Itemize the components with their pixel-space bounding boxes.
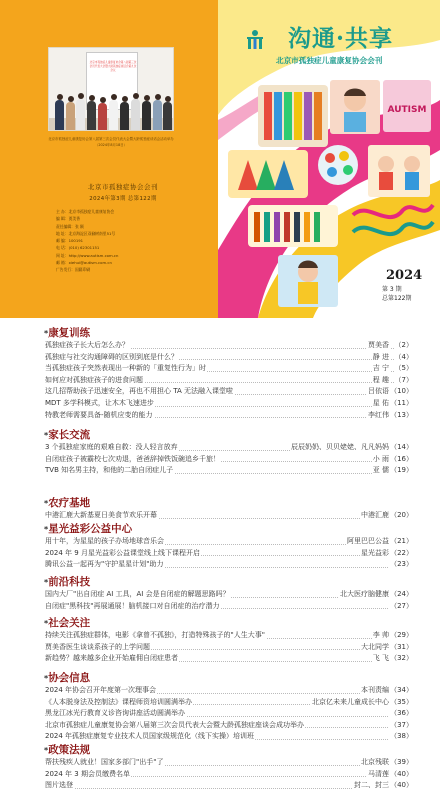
toc-entry-page: （24） <box>389 589 414 601</box>
star-icon: * <box>44 578 49 587</box>
toc-entry-author: 中港汇鹿 <box>360 510 390 522</box>
toc-entry-page: （36） <box>389 708 414 720</box>
photo-person <box>153 100 162 130</box>
photo-caption: 北京市孤独症儿童康复协会第八届第三次会员代表大会暨大龄孤独症谈话会活动举办（2024年8月18日） <box>48 137 174 147</box>
toc-entry-page: （5） <box>394 363 414 375</box>
toc-entry[interactable] <box>44 731 414 743</box>
toc-entry[interactable] <box>44 653 414 665</box>
collage-paint <box>318 145 358 185</box>
toc-section-title: 社会关注 <box>48 617 91 629</box>
toc-entry[interactable] <box>44 720 414 732</box>
toc-section-heading <box>44 428 414 442</box>
toc-entry-author: 马清莲 <box>367 769 390 781</box>
toc-entry[interactable] <box>44 363 414 375</box>
toc-entry[interactable] <box>44 697 414 709</box>
toc-entry-page: （38） <box>389 731 414 743</box>
toc-entry-author: 李红伟 <box>367 410 390 422</box>
toc-entry-page: （19） <box>389 465 414 477</box>
toc-entry[interactable] <box>44 589 414 601</box>
toc-section-heading <box>44 671 414 685</box>
toc-entry[interactable] <box>44 630 414 642</box>
toc-entry[interactable] <box>44 601 414 613</box>
toc-entry[interactable] <box>44 442 414 454</box>
toc-entry-title: MDT 多学科模式，让木木飞速进步 <box>44 398 155 410</box>
cover-spread <box>0 0 440 318</box>
issue-year: 2024 <box>386 268 423 283</box>
collage-autism-sign <box>383 80 431 132</box>
colophon-row: 网 址：http://www.autism.com.cn <box>56 252 119 258</box>
photo-person <box>109 100 118 130</box>
toc-entry-page: （7） <box>394 375 414 387</box>
toc-entry-page: （39） <box>389 757 414 769</box>
colophon-row: 邮 箱：xiehui@autism.com.cn <box>56 260 112 266</box>
toc-entry-page: （34） <box>389 685 414 697</box>
toc-entry-title: 2024 年协会召开年度第一次理事会 <box>44 685 157 697</box>
front-cover <box>218 0 440 318</box>
toc-section-title: 农疗基地 <box>48 497 91 509</box>
toc-entry-page: （11） <box>389 398 414 410</box>
svg-text:AUTISM: AUTISM <box>387 105 427 115</box>
toc-entry-title: 北京市孤独症儿童康复协会第八届第三次会员代表大会暨大龄孤独症座谈会成功举办 <box>44 720 305 732</box>
toc-entry[interactable] <box>44 398 414 410</box>
magazine-title: 沟通·共享 <box>288 25 394 52</box>
toc-section-heading <box>44 522 414 536</box>
photo-banner-text: 北京市孤独症儿童康复协会第八届第三次会员代表大会暨大龄孤独症谈话会第九次会议 <box>89 61 137 72</box>
star-icon: * <box>44 674 49 683</box>
photo-person <box>131 99 140 130</box>
toc-entry[interactable] <box>44 510 414 522</box>
event-photo <box>48 47 174 131</box>
toc-section-title: 家长交流 <box>48 429 91 441</box>
toc-entry-title: 帮扶残疾人就业！国家多部门"出手"了 <box>44 757 164 769</box>
toc-entry-page: （40） <box>389 769 414 781</box>
toc-entry-page: （27） <box>389 601 414 613</box>
back-cover <box>0 0 218 318</box>
star-icon: * <box>44 619 49 628</box>
toc-entry-title: TVB 知名男主持，和他的二胎自闭症儿子 <box>44 465 174 477</box>
toc-entry-title: 当孤独症孩子突然表现出一种新的「重复性行为」时 <box>44 363 207 375</box>
toc-entry[interactable] <box>44 465 414 477</box>
toc-entry-title: 2024 年 3 期会员缴费名单 <box>44 769 131 781</box>
photo-person-head <box>57 94 63 100</box>
toc-entry-author: 本刊责编 <box>360 685 390 697</box>
colophon-title: 北京市孤独症协会会刊 <box>88 183 158 191</box>
toc-section <box>44 671 414 743</box>
collage-child-bottom <box>278 255 338 307</box>
colophon-row: 编 辑：贾美香 <box>56 216 80 222</box>
toc-entry-title: 《人本脱身法及控制法》课程师资培训圆满举办 <box>44 697 193 709</box>
toc-entry-title: 特教老师需要具备-随机应变的能力 <box>44 410 154 422</box>
toc-entry-author: 北大医疗脑健康 <box>339 589 390 601</box>
toc-entry-page: （16） <box>389 454 414 466</box>
collage-pencils <box>248 205 338 247</box>
toc-entry-author: 亚 儒 <box>372 465 390 477</box>
photo-person <box>98 103 107 130</box>
toc-section <box>44 575 414 612</box>
toc-entry[interactable] <box>44 410 414 422</box>
toc-entry-title: 国内大厂"出自闭症 AI 工具，AI 会是自闭症的解题思路吗？ <box>44 589 231 601</box>
toc-section-title: 康复训练 <box>48 327 91 339</box>
photo-person <box>87 101 96 130</box>
colophon-issue: 2024年第3期 总第122期 <box>89 196 157 202</box>
toc-entry-page: （32） <box>389 653 414 665</box>
colophon-row: 主 办：北京市孤独症儿童康复协会 <box>56 209 115 214</box>
toc-entry[interactable] <box>44 685 414 697</box>
collage-crayons <box>228 150 308 198</box>
toc-entry-title: 新趋势？越来越多企业开始雇佣自闭症患者 <box>44 653 179 665</box>
issue-total-number: 总第122期 <box>382 295 412 302</box>
toc-entry-title: 用十年，为星星的孩子办场地球音乐会 <box>44 536 165 548</box>
toc-entry[interactable] <box>44 340 414 352</box>
toc-entry-page: （37） <box>389 720 414 732</box>
colophon-row: 广告发行：国籍印刷 <box>56 267 91 273</box>
toc-section-title: 协会信息 <box>48 672 91 684</box>
photo-person-head <box>165 96 171 102</box>
toc-entry-title: 3 个孤独症家庭的艰难自救：没人轻言放弃 <box>44 442 179 454</box>
toc-entry-title: 孤独症孩子长大后怎么办？ <box>44 340 130 352</box>
toc-entry-author: 飞 飞 <box>372 653 390 665</box>
toc-entry-page: （35） <box>389 697 414 709</box>
toc-section <box>44 616 414 665</box>
toc-section <box>44 743 414 792</box>
toc-entry-title: 黑龙江冰光行教育义诊咨询讲座活动圆满举办 <box>44 708 186 720</box>
toc-entry-page: （31） <box>389 642 414 654</box>
issue-number: 第 3 期 <box>382 286 402 293</box>
photo-person-head <box>155 94 161 100</box>
toc-entry-author: 静 进 <box>372 352 390 364</box>
toc-entry-page: （21） <box>389 536 414 548</box>
photo-person <box>142 101 151 130</box>
toc-entry-page: （14） <box>389 442 414 454</box>
toc-entry-title: 孤独症与社交沟通障碍的区别到底是什么？ <box>44 352 179 364</box>
colophon-row: 责任编辑：张 颖 <box>56 223 84 229</box>
toc-section-heading <box>44 743 414 757</box>
table-of-contents <box>0 318 440 800</box>
toc-entry-author: 李 帅 <box>372 630 390 642</box>
toc-entry[interactable] <box>44 780 414 792</box>
collage-child-photo <box>330 80 380 134</box>
colophon-row: 地 址：北京海淀区双榆树南里51号 <box>56 230 116 236</box>
toc-entry[interactable] <box>44 559 414 571</box>
photo-person <box>66 102 75 130</box>
toc-entry[interactable] <box>44 757 414 769</box>
colophon <box>48 182 198 274</box>
toc-entry-author: 北京亿未来儿童成长中心 <box>311 697 390 709</box>
star-icon: * <box>44 746 49 755</box>
photo-person-head <box>68 96 74 102</box>
toc-section-heading <box>44 326 414 340</box>
toc-section-heading <box>44 616 414 630</box>
toc-entry-page: （40） <box>389 780 414 792</box>
toc-entry[interactable] <box>44 769 414 781</box>
colophon-row: 邮 编：100191 <box>56 238 84 244</box>
photo-person <box>76 99 85 130</box>
toc-entry-page: （10） <box>389 386 414 398</box>
toc-entry-page: （29） <box>389 630 414 642</box>
toc-section-title: 星光益彩公益中心 <box>48 523 133 535</box>
toc-entry[interactable] <box>44 352 414 364</box>
photo-person <box>55 100 64 130</box>
toc-section-heading <box>44 496 414 510</box>
toc-entry-author: 大北同学 <box>360 642 390 654</box>
toc-section <box>44 496 414 522</box>
toc-section-heading <box>44 575 414 589</box>
star-icon: * <box>44 431 49 440</box>
star-icon: * <box>44 525 49 534</box>
photo-person-head <box>89 95 95 101</box>
toc-entry-title: 中港汇鹿大新基夏日美食节欢乐开幕 <box>44 510 158 522</box>
toc-entry-page: （13） <box>389 410 414 422</box>
toc-entry-author: 程 趣 <box>372 375 390 387</box>
photo-person-head <box>144 95 150 101</box>
toc-entry[interactable] <box>44 536 414 548</box>
toc-entry-author: 吉 宁 <box>372 363 390 375</box>
toc-entry-title: 持续关注孤独症群体，电影《拿曾不孤独》，打造特殊孩子的"人生大事" <box>44 630 266 642</box>
toc-section <box>44 428 414 477</box>
toc-section <box>44 326 414 421</box>
toc-entry-author: 贾美香 <box>367 340 390 352</box>
star-icon: * <box>44 499 49 508</box>
toc-entry-author: 吕依语 <box>367 386 390 398</box>
photo-person <box>120 102 129 130</box>
toc-entry[interactable] <box>44 708 414 720</box>
toc-entry-title: 自闭症孩子被霸校七次劝退，爸爸辞掉铁饭碗追乡千旅！ <box>44 454 221 466</box>
toc-entry-author: 小 雨 <box>372 454 390 466</box>
toc-entry-page: （22） <box>389 548 414 560</box>
toc-entry-author: 北京残联 <box>360 757 390 769</box>
toc-section-title: 前沿科技 <box>48 576 91 588</box>
toc-entry[interactable] <box>44 454 414 466</box>
collage-children <box>368 145 430 197</box>
photo-person-head <box>111 94 117 100</box>
toc-entry[interactable] <box>44 548 414 560</box>
toc-entry[interactable] <box>44 375 414 387</box>
toc-entry-author: 封二、封三 <box>353 780 390 792</box>
photo-person-head <box>133 93 139 99</box>
toc-entry-author: 星 佑 <box>372 398 390 410</box>
toc-entry-page: （23） <box>389 559 414 571</box>
magazine-subtitle: 北京市孤独症儿童康复协会会刊 <box>276 56 383 65</box>
star-icon: * <box>44 329 49 338</box>
photo-person-head <box>100 97 106 103</box>
toc-entry-title: 贾美香医生谈谈系孩子的上学问题 <box>44 642 151 654</box>
toc-entry-title: 图片选登 <box>44 780 74 792</box>
toc-entry-page: （2） <box>394 340 414 352</box>
toc-section-title: 政策法规 <box>48 744 91 756</box>
association-logo-icon <box>246 28 264 50</box>
toc-entry-page: （4） <box>394 352 414 364</box>
toc-entry-author: 星光益彩 <box>360 548 390 560</box>
photo-person-head <box>78 93 84 99</box>
toc-section <box>44 522 414 571</box>
toc-entry-author: 辰辰奶奶、贝贝姥姥、凡凡妈妈 <box>290 442 390 454</box>
toc-entry-title: 这几招帮助孩子迅速安全，再也不用担心 TA 无法融入课堂啦 <box>44 386 234 398</box>
toc-entry[interactable] <box>44 386 414 398</box>
toc-entry-page: （20） <box>389 510 414 522</box>
photo-person <box>163 102 172 130</box>
toc-entry-title: 2024 年 9 月星光益彩公益课堂线上线下课程开启 <box>44 548 201 560</box>
toc-entry-title: 自闭症"黑科技"再展通展！脑机接口对自闭症的治疗潜力 <box>44 601 220 613</box>
colophon-row: 电 话：(010) 62301151 <box>56 245 100 251</box>
toc-entry-title: 腾讯公益一起再为"守护星星计划"助力 <box>44 559 164 571</box>
collage-art-supplies <box>258 85 328 147</box>
photo-person-head <box>122 96 128 102</box>
toc-entry-author: 阿里巴巴公益 <box>346 536 390 548</box>
toc-entry-title: 如何应对孤独症孩子的进食问题 <box>44 375 144 387</box>
toc-entry[interactable] <box>44 642 414 654</box>
toc-entry-title: 2024 年孤独症康复专业技术人员国家级规范化（线下实操）培训班 <box>44 731 255 743</box>
